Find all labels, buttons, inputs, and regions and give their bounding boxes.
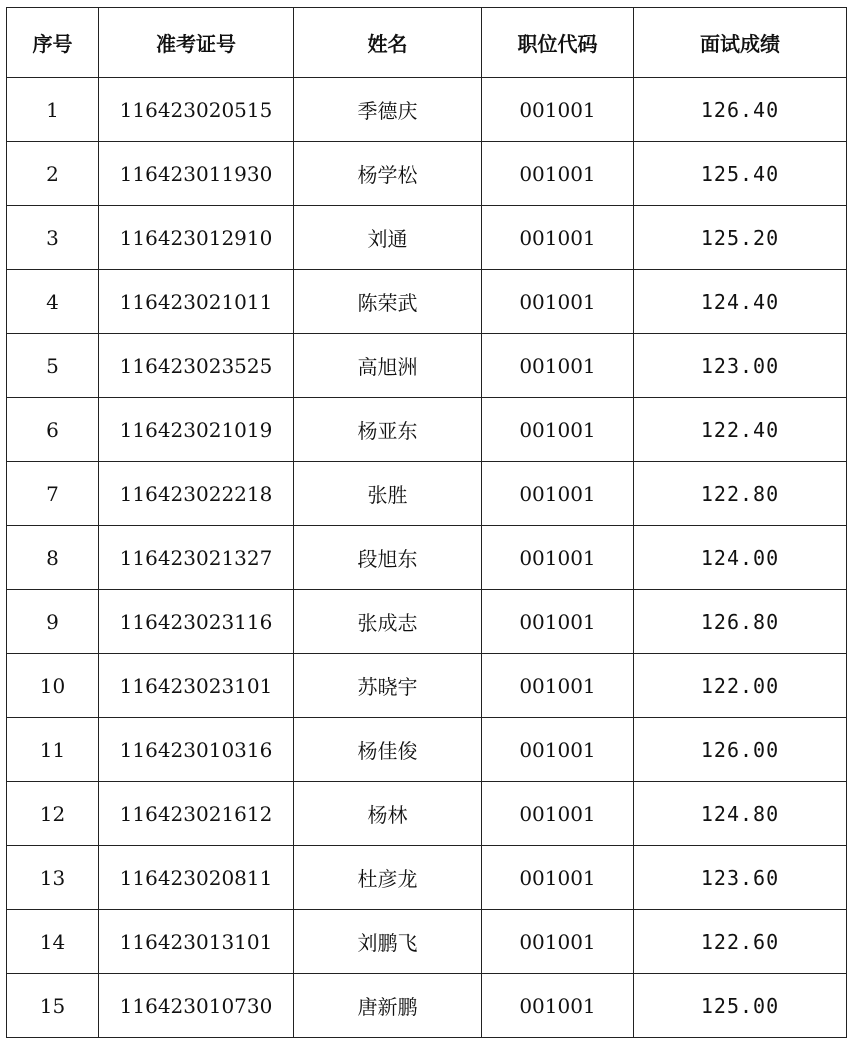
cell-score: 125.20 — [634, 206, 847, 270]
header-position-code: 职位代码 — [482, 8, 634, 78]
table-row — [7, 590, 847, 654]
cell-name: 苏晓宇 — [294, 654, 482, 718]
header-name: 姓名 — [294, 8, 482, 78]
cell-name: 杜彦龙 — [294, 846, 482, 910]
cell-seq: 14 — [7, 910, 99, 974]
cell-ticket-number: 116423021327 — [99, 526, 294, 590]
cell-name: 刘通 — [294, 206, 482, 270]
cell-name: 高旭洲 — [294, 334, 482, 398]
cell-score: 122.40 — [634, 398, 847, 462]
cell-position-code: 001001 — [482, 782, 634, 846]
cell-ticket-number: 116423013101 — [99, 910, 294, 974]
cell-ticket-number: 116423023101 — [99, 654, 294, 718]
cell-ticket-number: 116423021019 — [99, 398, 294, 462]
cell-seq: 8 — [7, 526, 99, 590]
cell-ticket-number: 116423010316 — [99, 718, 294, 782]
cell-position-code: 001001 — [482, 462, 634, 526]
cell-score: 123.00 — [634, 334, 847, 398]
cell-position-code: 001001 — [482, 334, 634, 398]
cell-ticket-number: 116423022218 — [99, 462, 294, 526]
cell-ticket-number: 116423021011 — [99, 270, 294, 334]
cell-score: 123.60 — [634, 846, 847, 910]
cell-score: 126.80 — [634, 590, 847, 654]
cell-position-code: 001001 — [482, 654, 634, 718]
cell-score: 122.60 — [634, 910, 847, 974]
table-row — [7, 206, 847, 270]
cell-name: 陈荣武 — [294, 270, 482, 334]
cell-name: 季德庆 — [294, 78, 482, 142]
cell-seq: 6 — [7, 398, 99, 462]
cell-ticket-number: 116423023525 — [99, 334, 294, 398]
table-row — [7, 78, 847, 142]
cell-seq: 11 — [7, 718, 99, 782]
header-seq: 序号 — [7, 8, 99, 78]
cell-name: 刘鹏飞 — [294, 910, 482, 974]
table-header — [7, 8, 847, 78]
table-row — [7, 654, 847, 718]
table-row — [7, 974, 847, 1038]
cell-seq: 9 — [7, 590, 99, 654]
cell-score: 125.00 — [634, 974, 847, 1038]
cell-name: 段旭东 — [294, 526, 482, 590]
cell-name: 杨亚东 — [294, 398, 482, 462]
cell-score: 124.00 — [634, 526, 847, 590]
cell-score: 122.80 — [634, 462, 847, 526]
cell-score: 122.00 — [634, 654, 847, 718]
cell-ticket-number: 116423023116 — [99, 590, 294, 654]
table-body — [7, 78, 847, 1038]
table-row — [7, 462, 847, 526]
cell-position-code: 001001 — [482, 846, 634, 910]
cell-position-code: 001001 — [482, 206, 634, 270]
table-row — [7, 334, 847, 398]
cell-name: 杨学松 — [294, 142, 482, 206]
cell-position-code: 001001 — [482, 718, 634, 782]
cell-score: 124.80 — [634, 782, 847, 846]
cell-name: 唐新鹏 — [294, 974, 482, 1038]
table-row — [7, 142, 847, 206]
cell-seq: 13 — [7, 846, 99, 910]
header-row — [7, 8, 847, 78]
cell-position-code: 001001 — [482, 526, 634, 590]
cell-seq: 15 — [7, 974, 99, 1038]
cell-seq: 1 — [7, 78, 99, 142]
cell-seq: 2 — [7, 142, 99, 206]
cell-position-code: 001001 — [482, 78, 634, 142]
cell-score: 125.40 — [634, 142, 847, 206]
cell-seq: 10 — [7, 654, 99, 718]
cell-position-code: 001001 — [482, 270, 634, 334]
cell-seq: 4 — [7, 270, 99, 334]
cell-position-code: 001001 — [482, 142, 634, 206]
cell-ticket-number: 116423010730 — [99, 974, 294, 1038]
header-interview-score: 面试成绩 — [634, 8, 847, 78]
cell-score: 126.40 — [634, 78, 847, 142]
cell-name: 杨佳俊 — [294, 718, 482, 782]
cell-ticket-number: 116423011930 — [99, 142, 294, 206]
cell-seq: 12 — [7, 782, 99, 846]
cell-name: 张成志 — [294, 590, 482, 654]
cell-ticket-number: 116423020515 — [99, 78, 294, 142]
cell-ticket-number: 116423021612 — [99, 782, 294, 846]
table-row — [7, 398, 847, 462]
cell-score: 124.40 — [634, 270, 847, 334]
table-row — [7, 270, 847, 334]
table-row — [7, 782, 847, 846]
header-ticket-number: 准考证号 — [99, 8, 294, 78]
cell-position-code: 001001 — [482, 398, 634, 462]
score-table — [6, 7, 847, 1038]
cell-seq: 3 — [7, 206, 99, 270]
cell-seq: 5 — [7, 334, 99, 398]
cell-name: 张胜 — [294, 462, 482, 526]
cell-ticket-number: 116423020811 — [99, 846, 294, 910]
table-row — [7, 718, 847, 782]
cell-ticket-number: 116423012910 — [99, 206, 294, 270]
cell-position-code: 001001 — [482, 974, 634, 1038]
table-row — [7, 846, 847, 910]
cell-position-code: 001001 — [482, 590, 634, 654]
table-row — [7, 526, 847, 590]
cell-position-code: 001001 — [482, 910, 634, 974]
cell-name: 杨林 — [294, 782, 482, 846]
cell-score: 126.00 — [634, 718, 847, 782]
table-row — [7, 910, 847, 974]
cell-seq: 7 — [7, 462, 99, 526]
